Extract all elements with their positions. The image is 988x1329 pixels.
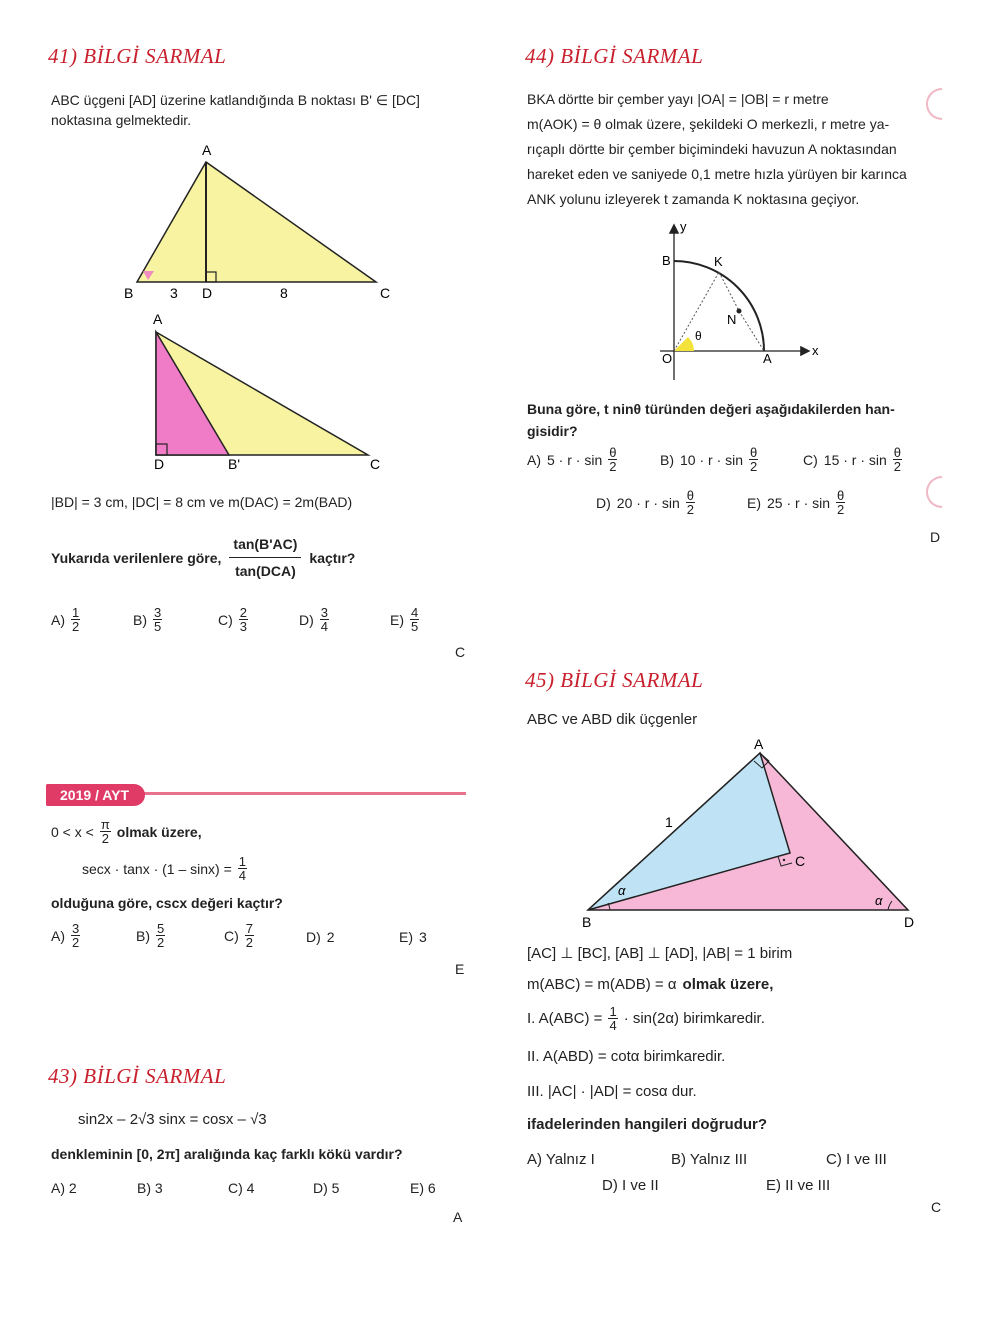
q41-label-d: D bbox=[202, 285, 213, 301]
q44-theta-sector bbox=[674, 337, 694, 351]
q45-figure bbox=[570, 735, 930, 935]
q43-title: 43) BİLGİ SARMAL bbox=[48, 1064, 227, 1088]
numerator: θ bbox=[686, 488, 695, 503]
q44-path-na bbox=[739, 311, 764, 351]
option-label: D) bbox=[306, 929, 321, 945]
q45-option-a[interactable]: A) Yalnız I bbox=[527, 1151, 595, 1168]
q45-given-1: [AC] ⊥ [BC], [AB] ⊥ [AD], |AB| = 1 birim bbox=[527, 945, 793, 962]
q44-question-line: Buna göre, t ninθ türünden değeri aşağıdakilerden han- bbox=[527, 401, 895, 417]
q41-intro: ABC üçgeni [AD] üzerine katlandığında B noktası B' ∈ [DC] noktasına gelmektedir. bbox=[51, 92, 420, 128]
q45-label-c: C bbox=[795, 853, 806, 869]
q43-option-c[interactable]: C) 4 bbox=[228, 1180, 255, 1196]
denominator: 2 bbox=[893, 459, 902, 474]
q45-label-a: A bbox=[754, 736, 764, 752]
ayt-option-c[interactable] bbox=[224, 922, 254, 949]
denominator: 2 bbox=[750, 459, 758, 474]
numerator: θ bbox=[837, 488, 845, 503]
option-fraction bbox=[156, 922, 165, 949]
q44-stem bbox=[527, 87, 942, 212]
option-fraction bbox=[245, 922, 254, 949]
option-label: B) bbox=[133, 611, 147, 628]
option-label: E) bbox=[390, 611, 404, 628]
numerator: 1 bbox=[72, 605, 80, 620]
ayt-cond-post: olmak üzere, bbox=[116, 823, 202, 840]
q41-label-b: B bbox=[124, 285, 134, 301]
q41-figure-2 bbox=[140, 310, 400, 475]
q45-s1-post: · sin(2α) birimkaredir. bbox=[623, 1009, 765, 1027]
denominator: 2 bbox=[837, 502, 845, 517]
q44-label-x: x bbox=[812, 343, 819, 358]
option-label: C) bbox=[803, 451, 818, 468]
numerator: π bbox=[100, 817, 110, 832]
q41-length-bd: 3 bbox=[170, 285, 178, 301]
q41-fig2-label-b-prime: B' bbox=[228, 456, 241, 472]
q44-option-c[interactable] bbox=[803, 446, 902, 473]
denominator: 2 bbox=[245, 935, 254, 950]
option-label: B) bbox=[136, 927, 150, 944]
q41-option-a[interactable] bbox=[51, 606, 80, 633]
q44-label-b: B bbox=[662, 253, 671, 268]
q45-option-d[interactable]: D) I ve II bbox=[602, 1177, 659, 1194]
q41-option-b[interactable] bbox=[133, 606, 162, 633]
denominator: 4 bbox=[609, 1018, 617, 1033]
option-label: A) bbox=[527, 451, 541, 468]
q44-stem-line: rıçaplı dörtte bir çember biçimindeki havuzun A noktasından bbox=[527, 141, 897, 157]
q44-stem-line: hareket eden ve saniyede 0,1 metre hızla yürüyen bir karınca bbox=[527, 166, 907, 182]
option-fraction bbox=[71, 922, 80, 949]
q41-question-pre: Yukarıda verilenlere göre, bbox=[51, 549, 222, 566]
option-fraction bbox=[71, 606, 80, 633]
q44-question-line: gisidir? bbox=[527, 423, 578, 439]
numerator: 5 bbox=[157, 921, 165, 936]
denominator: 5 bbox=[154, 619, 162, 634]
q41-fig2-label-a: A bbox=[153, 311, 163, 327]
option-value: 3 bbox=[419, 929, 427, 945]
option-fraction bbox=[153, 606, 162, 633]
q45-label-b: B bbox=[582, 914, 592, 930]
q45-given-2 bbox=[527, 975, 773, 995]
q41-figure-1 bbox=[110, 140, 410, 310]
q44-point-n bbox=[737, 309, 742, 314]
q44-figure bbox=[640, 218, 830, 388]
option-label: A) bbox=[51, 927, 65, 944]
q44-stem-line: BKA dörtte bir çember yayı |OA| = |OB| = r metre bbox=[527, 91, 829, 107]
q44-option-e[interactable] bbox=[747, 489, 845, 516]
q41-option-e[interactable] bbox=[390, 606, 419, 633]
q45-label-d: D bbox=[904, 914, 915, 930]
q45-s1-pre: I. A(ABC) = bbox=[527, 1009, 603, 1027]
ayt-eq-pre: secx · tanx · (1 – sinx) = bbox=[82, 860, 232, 877]
q41-label-c: C bbox=[380, 285, 391, 301]
option-fraction bbox=[686, 489, 695, 516]
ayt-equation bbox=[82, 855, 247, 882]
page-edge-mark-icon bbox=[926, 476, 942, 508]
q45-statement-3: III. |AC| · |AD| = cosα dur. bbox=[527, 1083, 697, 1100]
q45-intro: ABC ve ABD dik üçgenler bbox=[527, 711, 698, 728]
option-coefficient: 25 · r · sin bbox=[767, 494, 831, 511]
option-fraction bbox=[836, 489, 845, 516]
q41-option-d[interactable] bbox=[299, 606, 329, 633]
q41-length-dc: 8 bbox=[280, 285, 288, 301]
ayt-badge: 2019 / AYT bbox=[46, 784, 145, 806]
denominator: 4 bbox=[238, 868, 247, 883]
q45-option-b[interactable]: B) Yalnız III bbox=[671, 1151, 748, 1168]
option-label: B) bbox=[660, 451, 674, 468]
numerator: θ bbox=[750, 445, 758, 460]
q41-fig2-label-d: D bbox=[154, 456, 165, 472]
q41-fig2-label-c: C bbox=[370, 456, 381, 472]
numerator: 1 bbox=[238, 854, 247, 869]
option-value: 2 bbox=[326, 929, 335, 945]
q44-label-theta: θ bbox=[695, 329, 702, 343]
q44-option-a[interactable] bbox=[527, 446, 617, 473]
numerator: 1 bbox=[609, 1004, 617, 1019]
ayt-cond-fraction bbox=[100, 818, 111, 845]
option-coefficient: 10 · r · sin bbox=[680, 451, 744, 468]
q44-title: 44) BİLGİ SARMAL bbox=[525, 44, 704, 68]
q45-length-ab: 1 bbox=[665, 814, 673, 830]
q43-option-a[interactable]: A) 2 bbox=[51, 1180, 77, 1196]
ayt-eq-fraction bbox=[238, 855, 247, 882]
q45-label-alpha-b: α bbox=[618, 883, 626, 898]
q44-question bbox=[527, 398, 895, 442]
q43-option-d[interactable]: D) 5 bbox=[313, 1180, 340, 1196]
option-label: C) bbox=[218, 611, 233, 628]
ayt-answer: E bbox=[455, 961, 465, 977]
q45-given-2-post: olmak üzere, bbox=[682, 976, 774, 993]
denominator: 2 bbox=[72, 619, 80, 634]
q45-statement-2: II. A(ABD) = cotα birimkaredir. bbox=[527, 1048, 726, 1065]
option-fraction bbox=[320, 606, 329, 633]
denominator: 2 bbox=[609, 459, 617, 474]
q41-answer: C bbox=[455, 644, 466, 660]
option-label: A) bbox=[51, 611, 65, 628]
denominator: 5 bbox=[411, 619, 419, 634]
ayt-option-b[interactable] bbox=[136, 922, 165, 949]
q44-label-k: K bbox=[714, 254, 723, 269]
q43-option-e[interactable]: E) 6 bbox=[410, 1180, 436, 1196]
option-fraction bbox=[608, 446, 617, 473]
ayt-cond-pre: 0 < x < bbox=[51, 823, 94, 840]
numerator: θ bbox=[609, 445, 617, 460]
q45-s1-fraction bbox=[608, 1005, 617, 1032]
numerator: 7 bbox=[245, 921, 254, 936]
ayt-question: olduğuna göre, cscx değeri kaçtır? bbox=[51, 895, 283, 911]
q45-title: 45) BİLGİ SARMAL bbox=[525, 668, 704, 692]
ayt-option-e[interactable] bbox=[399, 929, 427, 945]
q44-label-o: O bbox=[662, 351, 673, 366]
q45-right-angle-c-dot bbox=[783, 859, 785, 861]
denominator: 2 bbox=[686, 502, 695, 517]
q44-option-b[interactable] bbox=[660, 446, 758, 473]
numerator: 3 bbox=[154, 605, 162, 620]
q41-question bbox=[51, 534, 355, 581]
q44-label-a: A bbox=[763, 351, 772, 366]
option-fraction bbox=[239, 606, 248, 633]
q45-option-e[interactable]: E) II ve III bbox=[766, 1177, 831, 1194]
denominator: 2 bbox=[101, 831, 109, 846]
q45-answer: C bbox=[931, 1199, 942, 1215]
option-fraction bbox=[410, 606, 419, 633]
option-coefficient: 15 · r · sin bbox=[823, 451, 887, 468]
option-label: E) bbox=[747, 494, 761, 511]
q43-answer: A bbox=[453, 1209, 463, 1225]
denominator: 3 bbox=[239, 619, 248, 634]
q41-title: 41) BİLGİ SARMAL bbox=[48, 44, 227, 68]
denominator: 2 bbox=[72, 935, 80, 950]
denominator: 2 bbox=[157, 935, 165, 950]
ayt-option-d[interactable] bbox=[306, 929, 335, 945]
option-label: E) bbox=[399, 929, 413, 945]
option-label: D) bbox=[299, 611, 314, 628]
option-coefficient: 5 · r · sin bbox=[547, 451, 603, 468]
q41-question-numerator: tan(B'AC) bbox=[229, 534, 301, 558]
q44-option-d[interactable] bbox=[596, 489, 695, 516]
q41-question-denominator: tan(DCA) bbox=[235, 563, 296, 579]
q43-question: denkleminin [0, 2π] aralığında kaç farklı kökü vardır? bbox=[51, 1146, 403, 1162]
q45-question: ifadelerinden hangileri doğrudur? bbox=[527, 1116, 768, 1133]
q44-stem-line: m(AOK) = θ olmak üzere, şekildeki O merkezli, r metre ya- bbox=[527, 116, 890, 132]
option-label: D) bbox=[596, 494, 611, 511]
numerator: 3 bbox=[320, 605, 329, 620]
q44-answer: D bbox=[930, 529, 941, 545]
option-fraction bbox=[893, 446, 902, 473]
q41-question-post: kaçtır? bbox=[309, 549, 356, 566]
ayt-condition bbox=[51, 818, 202, 845]
q45-label-alpha-d: α bbox=[875, 893, 883, 908]
option-coefficient: 20 · r · sin bbox=[616, 494, 680, 511]
q45-given-2-pre: m(ABC) = m(ADB) = α bbox=[527, 976, 677, 993]
ayt-option-a[interactable] bbox=[51, 922, 80, 949]
numerator: θ bbox=[893, 445, 902, 460]
q41-option-c[interactable] bbox=[218, 606, 248, 633]
q45-option-c[interactable]: C) I ve III bbox=[826, 1151, 887, 1168]
option-fraction bbox=[749, 446, 758, 473]
numerator: 4 bbox=[411, 605, 419, 620]
q41-triangle-abc bbox=[137, 162, 376, 282]
q44-stem-line: ANK yolunu izleyerek t zamanda K noktasına geçiyor. bbox=[527, 191, 860, 207]
q43-option-b[interactable]: B) 3 bbox=[137, 1180, 163, 1196]
option-label: C) bbox=[224, 927, 239, 944]
q45-statement-1 bbox=[527, 1005, 765, 1032]
q44-label-n: N bbox=[727, 312, 737, 327]
q41-question-fraction bbox=[229, 534, 301, 581]
q41-label-a: A bbox=[202, 142, 212, 158]
q43-equation: sin2x – 2√3 sinx = cosx – √3 bbox=[78, 1111, 267, 1128]
denominator: 4 bbox=[320, 619, 329, 634]
q44-label-y: y bbox=[680, 219, 687, 234]
q44-path-kn bbox=[719, 272, 739, 311]
numerator: 2 bbox=[239, 605, 248, 620]
numerator: 3 bbox=[72, 921, 80, 936]
q41-given: |BD| = 3 cm, |DC| = 8 cm ve m(DAC) = 2m(BAD) bbox=[51, 494, 353, 510]
